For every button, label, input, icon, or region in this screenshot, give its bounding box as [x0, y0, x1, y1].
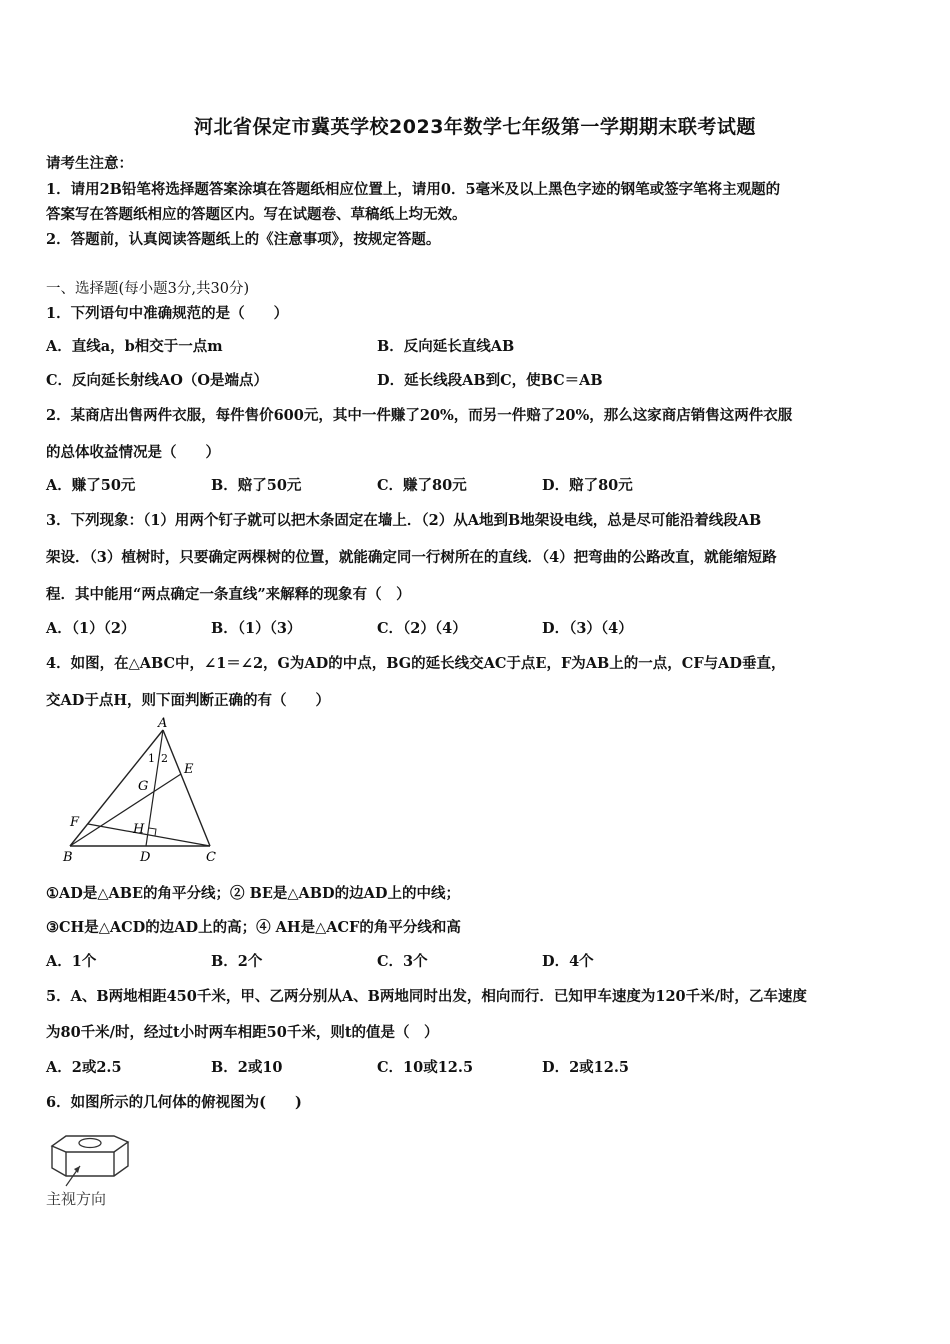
- q4-option-d: D．4个: [542, 953, 594, 970]
- q1-option-b: B．反向延长直线AB: [377, 338, 515, 355]
- label-f: F: [70, 815, 80, 830]
- q4-stem-a: 4．如图，在△ABC中，∠1＝∠2，G为AD的中点，BG的延长线交AC于点E，F为AB上的一点，CF与AD垂直，: [46, 655, 786, 672]
- q2-option-d: D．赔了80元: [542, 477, 633, 494]
- q6-solid-figure: [44, 1128, 144, 1212]
- label-angle-1: 1: [148, 752, 155, 765]
- label-e: E: [184, 762, 194, 777]
- section-heading: 一、选择题(每小题3分,共30分): [46, 281, 250, 297]
- q4-statement-a: ①AD是△ABE的角平分线；② BE是△ABD的边AD上的中线；: [46, 885, 460, 902]
- q3-option-b: B．（1）（3）: [211, 620, 302, 637]
- q1-option-a: A．直线a，b相交于一点m: [46, 338, 223, 355]
- q4-stem-b: 交AD于点H，则下面判断正确的有（ ）: [46, 692, 331, 709]
- q4-option-a: A．1个: [46, 953, 97, 970]
- q5-option-b: B．2或10: [211, 1059, 283, 1076]
- q3-stem-c: 程．其中能用“两点确定一条直线”来解释的现象有（ ）: [46, 586, 411, 603]
- q2-option-b: B．赔了50元: [211, 477, 302, 494]
- q2-option-c: C．赚了80元: [377, 477, 467, 494]
- view-arrow-head: [74, 1166, 80, 1173]
- q1-option-d: D．延长线段AB到C，使BC＝AB: [377, 372, 603, 389]
- q3-stem-b: 架设．（3）植树时，只要确定两棵树的位置，就能确定同一行树所在的直线．（4）把弯曲的公路改直，就能缩短路: [46, 549, 777, 566]
- q2-stem-b: 的总体收益情况是（ ）: [46, 444, 220, 461]
- label-a: A: [158, 716, 168, 731]
- label-angle-2: 2: [161, 752, 168, 765]
- side-ac: [163, 730, 210, 846]
- q5-option-c: C．10或12.5: [377, 1059, 474, 1076]
- q5-stem-b: 为80千米/时，经过t小时两车相距50千米，则t的值是（ ）: [46, 1024, 439, 1041]
- q5-option-d: D．2或12.5: [542, 1059, 629, 1076]
- q3-option-c: C．（2）（4）: [377, 620, 467, 637]
- q1-stem: 1．下列语句中准确规范的是（ ）: [46, 305, 289, 322]
- q1-option-c: C．反向延长射线AO（O是端点）: [46, 372, 269, 389]
- q3-option-a: A．（1）（2）: [46, 620, 136, 637]
- notice-item-1a: 1．请用2B铅笔将选择题答案涂填在答题纸相应位置上，请用0．5毫米及以上黑色字迹的钢笔或签字笔将主观题的: [46, 181, 781, 198]
- q4-option-b: B．2个: [211, 953, 263, 970]
- q2-stem-a: 2．某商店出售两件衣服，每件售价600元，其中一件赚了20%，而另一件赔了20%，那么这家商店销售这两件衣服: [46, 407, 793, 424]
- page-title: 河北省保定市冀英学校2023年数学七年级第一学期期末联考试题: [194, 116, 756, 138]
- label-b: B: [63, 850, 73, 865]
- q3-option-d: D．（3）（4）: [542, 620, 633, 637]
- label-d: D: [140, 850, 151, 865]
- figure-caption: 主视方向: [46, 1190, 107, 1208]
- q6-stem: 6．如图所示的几何体的俯视图为( ): [46, 1094, 302, 1111]
- notice-item-1b: 答案写在答题纸相应的答题区内。写在试题卷、草稿纸上均无效。: [46, 206, 467, 223]
- label-g: G: [138, 779, 149, 794]
- notice-item-2: 2．答题前，认真阅读答题纸上的《注意事项》，按规定答题。: [46, 231, 441, 248]
- q5-stem-a: 5．A、B两地相距450千米，甲、乙两分别从A、B两地同时出发，相向而行．已知甲车速度为120千米/时，乙车速度: [46, 988, 807, 1005]
- segment-be: [70, 774, 181, 846]
- q4-statement-b: ③CH是△ACD的边AD上的高；④ AH是△ACF的角平分线和高: [46, 919, 461, 936]
- label-c: C: [206, 850, 216, 865]
- q2-option-a: A．赚了50元: [46, 477, 136, 494]
- q3-stem-a: 3．下列现象：（1）用两个钉子就可以把木条固定在墙上．（2）从A地到B地架设电线，总是尽可能沿着线段AB: [46, 512, 762, 529]
- q4-triangle-figure: [58, 716, 228, 866]
- notice-heading: 请考生注意：: [46, 155, 133, 172]
- hole: [79, 1139, 101, 1148]
- q5-option-a: A．2或2.5: [46, 1059, 122, 1076]
- q4-option-c: C．3个: [377, 953, 428, 970]
- label-h: H: [133, 822, 145, 837]
